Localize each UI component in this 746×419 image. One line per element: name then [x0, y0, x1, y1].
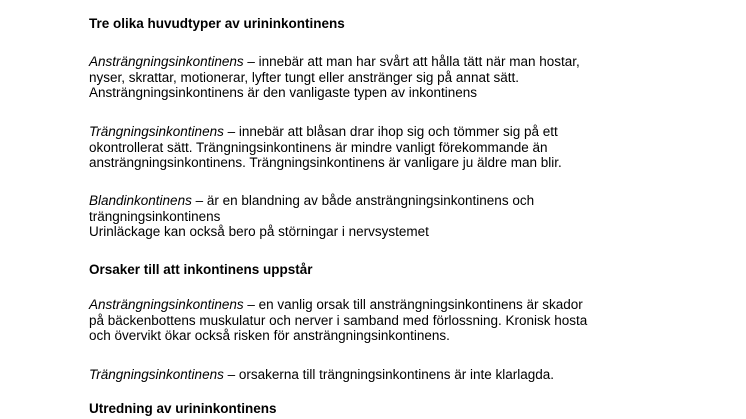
heading-investigation: Utredning av urininkontinens — [89, 401, 277, 416]
paragraph-causes-stress — [89, 297, 669, 344]
paragraph-urge-incontinence — [89, 124, 669, 171]
paragraph-line: Urinläckage kan också bero på störningar i nervsystemet — [89, 224, 429, 239]
paragraph-line: Trängningsinkontinens – orsakerna till trängningsinkontinens är inte klarlagda. — [89, 367, 555, 382]
paragraph-line: Ansträngningsinkontinens – en vanlig orsak till ansträngningsinkontinens är skador — [89, 297, 583, 312]
paragraph-line: okontrollerat sätt. Trängningsinkontinens är mindre vanligt förekommande än — [89, 139, 548, 155]
heading-types: Tre olika huvudtyper av urininkontinens — [89, 16, 345, 31]
paragraph-line: ansträngningsinkontinens. Trängningsinkontinens är vanligare ju äldre man blir. — [89, 155, 562, 170]
paragraph-line: på bäckenbottens muskulatur och nerver i samband med förlossning. Kronisk hosta — [89, 312, 588, 328]
term-mixed: Blandinkontinens — [89, 193, 192, 208]
paragraph-line: nyser, skrattar, motionerar, lyfter tungt eller anstränger sig på annat sätt. — [89, 69, 519, 85]
paragraph-line: och övervikt ökar också risken för ansträngningsinkontinens. — [89, 328, 450, 343]
paragraph-line: trängningsinkontinens — [89, 208, 221, 224]
paragraph-stress-incontinence — [89, 54, 669, 101]
paragraph-line: Blandinkontinens – är en blandning av både ansträngningsinkontinens och — [89, 193, 535, 208]
term-urge: Trängningsinkontinens — [89, 124, 224, 139]
heading-causes: Orsaker till att inkontinens uppstår — [89, 262, 313, 277]
term-stress: Ansträngningsinkontinens — [89, 54, 244, 69]
paragraph-causes-urge — [89, 367, 669, 383]
paragraph-line: Ansträngningsinkontinens är den vanligaste typen av inkontinens — [89, 85, 478, 100]
paragraph-mixed-incontinence — [89, 193, 669, 240]
paragraph-line: Trängningsinkontinens – innebär att blåsan drar ihop sig och tömmer sig på ett — [89, 124, 558, 139]
term-causes-stress: Ansträngningsinkontinens — [89, 297, 244, 312]
paragraph-line: Ansträngningsinkontinens – innebär att man har svårt att hålla tätt när man hostar, — [89, 54, 580, 69]
term-causes-urge: Trängningsinkontinens — [89, 367, 224, 382]
